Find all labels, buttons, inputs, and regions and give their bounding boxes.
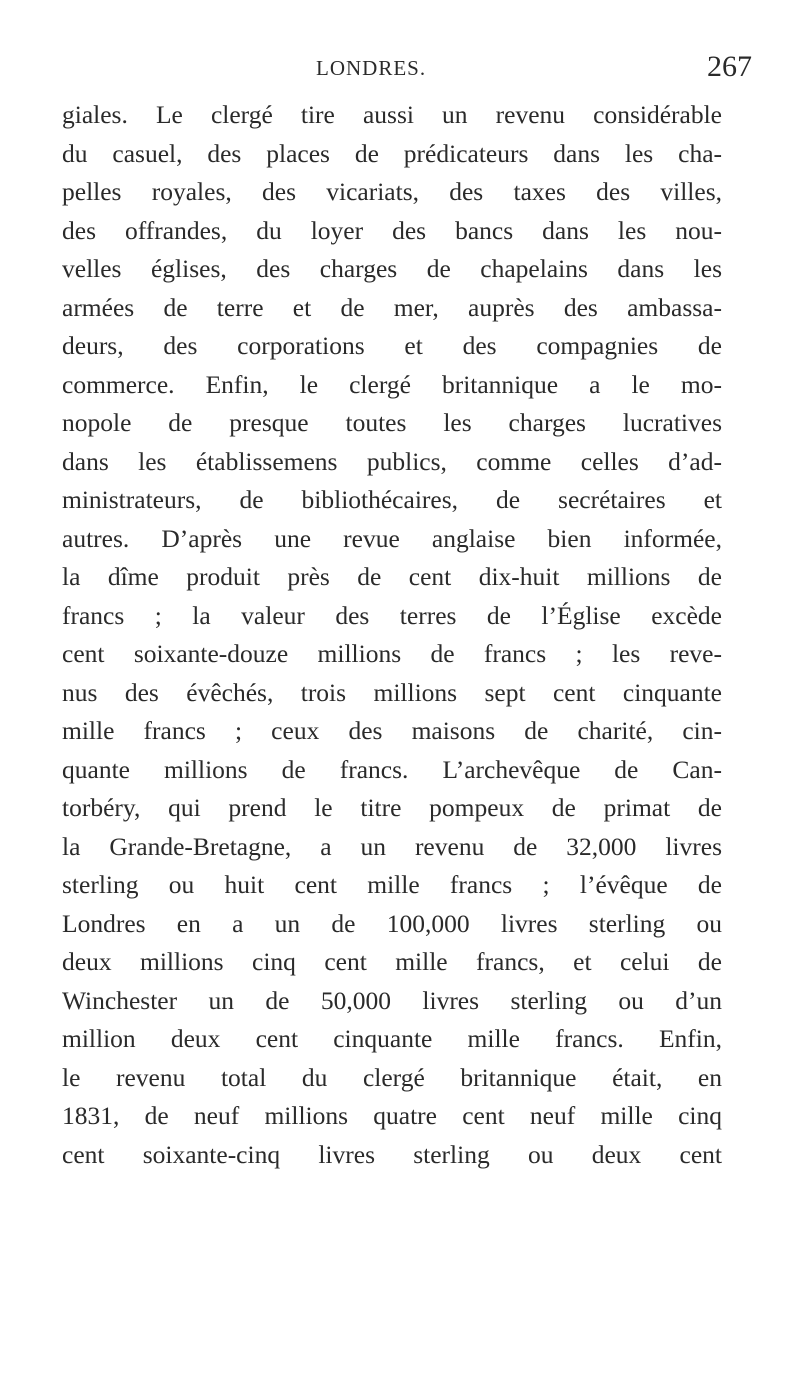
text-line: le revenu total du clergé britannique était, en	[62, 1062, 722, 1092]
text-line: torbéry, qui prend le titre pompeux de primat de	[62, 793, 722, 822]
text-line: sterling ou huit cent mille francs ; l’évêque de	[62, 870, 722, 899]
text-line: giales. Le clergé tire aussi un revenu considérable	[62, 100, 722, 129]
text-line: 1831, de neuf millions quatre cent neuf mille cinq	[62, 1101, 722, 1130]
text-line: Londres en a un de 100,000 livres sterling ou	[62, 908, 722, 938]
text-line: nus des évêchés, trois millions sept cent cinquante	[62, 677, 722, 707]
text-line: mille francs ; ceux des maisons de charité, cin-	[62, 716, 722, 745]
text-line: velles églises, des charges de chapelains dans les	[62, 254, 722, 283]
text-line: ministrateurs, de bibliothécaires, de secrétaires et	[62, 485, 722, 514]
text-line: la dîme produit près de cent dix-huit millions de	[62, 562, 722, 591]
running-title: LONDRES.	[316, 56, 427, 80]
text-line: francs ; la valeur des terres de l’Église excède	[62, 600, 722, 630]
text-line: deux millions cinq cent mille francs, et celui de	[62, 947, 722, 976]
body-text	[62, 96, 722, 1174]
text-line: du casuel, des places de prédicateurs dans les cha-	[62, 138, 722, 168]
text-line: Winchester un de 50,000 livres sterling ou d’un	[62, 985, 722, 1015]
text-line: commerce. Enfin, le clergé britannique a le mo-	[62, 369, 722, 399]
text-line: dans les établissemens publics, comme celles d’ad-	[62, 446, 722, 476]
text-line: cent soixante-cinq livres sterling ou deux cent	[62, 1139, 722, 1169]
text-line: nopole de presque toutes les charges lucratives	[62, 408, 722, 437]
text-line: pelles royales, des vicariats, des taxes des villes,	[62, 177, 722, 206]
text-line: autres. D’après une revue anglaise bien informée,	[62, 523, 722, 553]
text-line: deurs, des corporations et des compagnies de	[62, 331, 722, 360]
text-line: quante millions de francs. L’archevêque de Can-	[62, 754, 722, 784]
text-line: cent soixante-douze millions de francs ; les reve-	[62, 639, 722, 668]
page-number: 267	[707, 50, 752, 83]
text-line: des offrandes, du loyer des bancs dans les nou-	[62, 215, 722, 245]
text-line: million deux cent cinquante mille francs. Enfin,	[62, 1024, 722, 1053]
text-line: armées de terre et de mer, auprès des ambassa-	[62, 292, 722, 322]
page-header	[0, 52, 800, 92]
text-line: la Grande-Bretagne, a un revenu de 32,000 livres	[62, 831, 722, 861]
